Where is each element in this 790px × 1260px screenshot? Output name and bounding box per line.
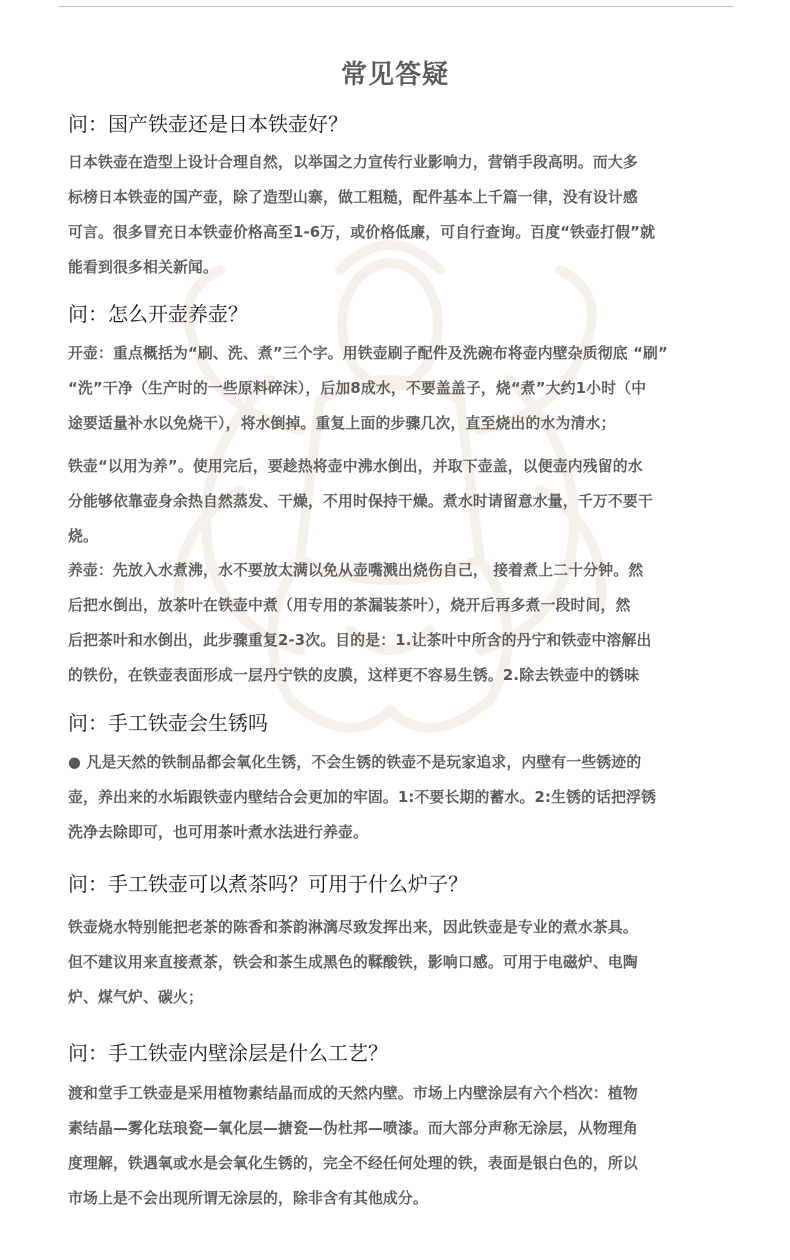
faq-answer-1: 日本铁壶在造型上设计合理自然，以举国之力宣传行业影响力，营销手段高明。而大多 标榜日本铁壶的国产壶，除了造型山寨，做工粗糙，配件基本上千篇一律，没有设计感 可言。很多冒充日本铁壶价格高至1-6万，或价格低廉，可自行查询。百度“铁壶打假”就 能看到很多相关新闻。: [68, 154, 656, 276]
faq-answer-3: ● 凡是天然的铁制品都会氧化生锈，不会生锈的铁壶不是玩家追求，内壁有一些锈迹的 壶，养出来的水垢跟铁壶内壁结合会更加的牢固。1:不要长期的蓄水。2:生锈的话把浮锈 洗净去除即可，也可用茶叶煮水法进行养壶。: [68, 754, 657, 841]
faq-answer-2-part-1: 开壶：重点概括为“刷、洗、煮”三个字。用铁壶刷子配件及洗碗布将壶内壁杂质彻底 “刷” “洗”干净（生产时的一些原料碎沫），后加8成水，不要盖盖子，烧“煮”大约1小时（中 途要适量补水以免烧干），将水倒掉。重复上面的步骤几次，直至烧出的水为清水；: [68, 345, 668, 432]
faq-question-5: 问：手工铁壶内壁涂层是什么工艺？: [68, 1041, 388, 1065]
faq-answer-2-part-2: 铁壶“以用为养”。使用完后，要趁热将壶中沸水倒出，并取下壶盖，以便壶内残留的水 分能够依靠壶身余热自然蒸发、干燥，不用时保持干燥。煮水时请留意水量，千万不要干 烧。: [68, 458, 653, 545]
faq-answer-5: 渡和堂手工铁壶是采用植物素结晶而成的天然内壁。市场上内壁涂层有六个档次：植物 素结晶—雾化珐琅瓷—氧化层—搪瓷—伪杜邦—喷漆。而大部分声称无涂层，从物理角 度理解，铁遇氧或水是会氧化生锈的，完全不经任何处理的铁，表面是银白色的，所以 市场上是不会出现所谓无涂层的，除非含有其他成分。: [68, 1085, 638, 1207]
faq-answer-4: 铁壶烧水特别能把老茶的陈香和茶韵淋漓尽致发挥出来，因此铁壶是专业的煮水茶具。 但不建议用来直接煮茶，铁会和茶生成黑色的鞣酸铁，影响口感。可用于电磁炉、电陶 炉、煤气炉、碳火；: [68, 919, 638, 1006]
faq-question-1: 问：国产铁壶还是日本铁壶好？: [68, 112, 348, 136]
top-divider: [58, 6, 734, 7]
faq-answer-2-part-3: 养壶：先放入水煮沸，水不要放太满以免从壶嘴溅出烧伤自己， 接着煮上二十分钟。然 后把水倒出，放茶叶在铁壶中煮（用专用的茶漏装茶叶），烧开后再多煮一段时间，然 后把茶叶和水倒出，此步骤重复2-3次。目的是：1.让茶叶中所含的丹宁和铁壶中溶解出 的铁份，在铁壶表面形成一层丹宁铁的皮膜，这样更不容易生锈。2.除去铁壶中的锈味: [68, 562, 652, 684]
faq-question-3: 问：手工铁壶会生锈吗: [68, 711, 268, 735]
faq-question-2: 问：怎么开壶养壶？: [68, 302, 248, 326]
page-title: 常见答疑: [340, 60, 449, 90]
faq-question-4: 问：手工铁壶可以煮茶吗？可用于什么炉子？: [68, 872, 468, 896]
